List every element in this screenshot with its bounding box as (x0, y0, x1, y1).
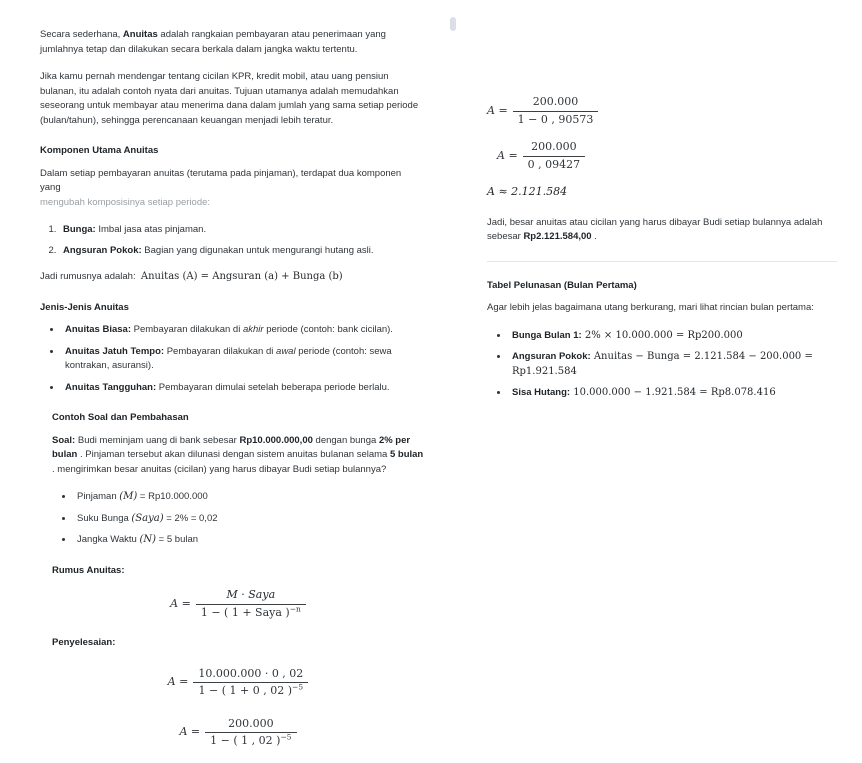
formula-rumus-anuitas (52, 588, 424, 620)
conclusion-paragraph (487, 216, 837, 245)
sisa-hutang-label: Sisa Hutang: (512, 387, 571, 398)
formula2-denominator (193, 682, 308, 699)
bullet-pinjaman (74, 490, 424, 505)
soal-paragraph (52, 434, 424, 478)
formula-sederhana (52, 717, 424, 749)
komponen-paragraph (40, 167, 424, 211)
formula1-fraction (196, 588, 306, 620)
bullet-suku-bunga (74, 512, 424, 527)
bunga-bulan-label: Bunga Bulan 1: (512, 329, 582, 341)
tangguhan-label: Anuitas Tangguhan: (65, 381, 157, 393)
formula3-fraction (205, 717, 296, 749)
bunga-text: Imbal jasa atas pinjaman. (95, 224, 207, 235)
variables-bullet-list (58, 490, 424, 548)
angsuran-pokok-math: Anuitas − Bunga = 2.121.584 − 200.000 = Rp1.921.584 (512, 351, 813, 377)
bullet-anuitas-tangguhan (62, 381, 424, 396)
formula1-den-text: 1 − ( 1 + Saya ) (200, 605, 290, 619)
pinjaman-value: = Rp10.000.000 (137, 491, 208, 502)
formula2-numerator: 10.000.000 · 0 , 02 (198, 666, 304, 680)
formula3-den-text: 1 − ( 1 , 02 ) (210, 734, 281, 747)
heading-rumus-anuitas: Rumus Anuitas: (52, 564, 125, 576)
formula-substitusi (52, 667, 424, 699)
suku-bunga-var: (Saya) (131, 512, 164, 524)
left-column (40, 28, 424, 763)
sisa-hutang-math: 10.000.000 − 1.921.584 = Rp8.078.416 (570, 387, 776, 398)
bullet-jangka-waktu (74, 533, 424, 548)
formula-result: A ≈ 2.121.584 (487, 185, 568, 198)
jatuh-tempo-label: Anuitas Jatuh Tempo: (65, 345, 165, 357)
intro-text-cont: adalah rangkaian pembayaran atau penerimaan yang jumlahnya tetap dan dilakukan secara berkala dalam jangka waktu tertentu. (40, 29, 386, 55)
rumus-inline-line (40, 270, 424, 285)
suku-bunga-value: = 2% = 0,02 (163, 512, 218, 524)
formula2-exponent: −5 (292, 682, 304, 692)
soal-text2: dengan bunga (312, 434, 379, 446)
formula1-denominator (196, 604, 306, 621)
bunga-bulan-math: 2% × 10.000.000 = Rp200.000 (581, 329, 743, 341)
formula5-numerator: 200.000 (531, 140, 577, 153)
intro-bold-anuitas: Anuitas (122, 29, 158, 40)
formula2-fraction (193, 667, 308, 699)
heading-jenis-jenis: Jenis-Jenis Anuitas (40, 301, 129, 313)
heading-contoh-soal: Contoh Soal dan Pembahasan (52, 412, 189, 423)
tabel-intro-paragraph: Agar lebih jelas bagaimana utang berkurang, mari lihat rincian bulan pertama: (487, 302, 814, 313)
bullet-anuitas-jatuh-tempo (62, 345, 424, 374)
list-item-bunga (59, 223, 424, 238)
formula5-fraction (523, 140, 585, 172)
soal-rate-bold: 2% per bulan (52, 434, 411, 460)
formula4-numerator: 200.000 (532, 95, 579, 108)
pelunasan-bullet-list (493, 329, 837, 401)
context-paragraph: Jika kamu pernah mendengar tentang cicilan KPR, kredit mobil, atau uang pensiun bulanan, itu adalah contoh nyata dari anuitas. Tujuan utamanya adalah memudahkan seseorang untuk membayar atau menerima dana dalam jumlah yang sama setiap periode (bulan/tahun), sehingga perencanaan keuangan menjadi lebih teratur. (40, 71, 419, 126)
list-item-angsuran-pokok (59, 244, 424, 259)
soal-label: Soal: (52, 434, 76, 446)
right-column (487, 95, 837, 413)
soal-amount-bold: Rp10.000.000,00 (239, 434, 313, 446)
suku-bunga-text: Suku Bunga (77, 512, 132, 524)
section-divider (487, 261, 837, 262)
soal-text1: Budi meminjam uang di bank sebesar (75, 434, 240, 446)
pinjaman-text: Pinjaman (77, 491, 120, 502)
formula1-numerator: M · Saya (226, 588, 276, 601)
formula4-denominator: 1 − 0 , 90573 (513, 111, 599, 128)
conclusion-text2: . (591, 231, 597, 242)
jangka-waktu-text: Jangka Waktu (77, 534, 140, 545)
anuitas-biasa-italic: akhir (242, 324, 264, 335)
komponen-line1: Dalam setiap pembayaran anuitas (terutama pada pinjaman), terdapat dua komponen yang (40, 167, 402, 193)
bullet-angsuran-pokok-calc (509, 350, 837, 379)
formula3-exponent: −5 (280, 732, 292, 742)
bullet-bunga-bulan-1 (509, 329, 837, 344)
bullet-anuitas-biasa (62, 323, 424, 338)
jangka-waktu-var: (N) (139, 534, 157, 545)
contoh-soal-section (52, 411, 424, 749)
soal-text4: . mengirimkan besar anuitas (cicilan) yang harus dibayar Budi setiap bulannya? (52, 463, 387, 475)
formula1-lhs: A = (170, 596, 191, 610)
formula3-denominator (205, 732, 296, 749)
scrollbar-thumb[interactable] (450, 17, 456, 31)
jangka-waktu-value: = 5 bulan (156, 534, 199, 545)
komponen-numbered-list (42, 223, 424, 258)
soal-duration-bold: 5 bulan (389, 449, 424, 460)
formula3-numerator: 200.000 (228, 716, 274, 730)
heading-penyelesaian: Penyelesaian: (52, 637, 116, 648)
heading-tabel-pelunasan: Tabel Pelunasan (Bulan Pertama) (487, 279, 637, 291)
tangguhan-text: Pembayaran dimulai setelah beberapa periode berlalu. (156, 381, 390, 393)
formula-step2 (497, 140, 837, 172)
formula-step1 (487, 95, 837, 127)
conclusion-text: Jadi, besar anuitas atau cicilan yang harus dibayar Budi setiap bulannya adalah sebesar (487, 216, 823, 242)
conclusion-amount-bold: Rp2.121.584,00 (523, 231, 592, 242)
anuitas-biasa-text2: periode (contoh: bank cicilan). (263, 324, 393, 335)
jatuh-tempo-text2: periode (contoh: sewa kontrakan, asuransi). (65, 345, 392, 371)
pinjaman-var: (M) (119, 491, 138, 502)
jatuh-tempo-italic: awal (276, 345, 296, 357)
angsuran-text: Bagian yang digunakan untuk mengurangi hutang asli. (141, 244, 374, 256)
formula4-lhs: A = (487, 103, 508, 117)
anuitas-biasa-text: Pembayaran dilakukan di (131, 324, 243, 335)
bunga-label: Bunga: (63, 224, 96, 235)
bullet-sisa-hutang (509, 386, 837, 401)
intro-paragraph (40, 28, 424, 57)
angsuran-pokok-label: Angsuran Pokok: (512, 351, 591, 362)
rumus-line-text: Jadi rumusnya adalah: (40, 271, 136, 282)
formula2-den-text: 1 − ( 1 + 0 , 02 ) (198, 684, 293, 697)
jenis-bullet-list (46, 323, 424, 395)
rumus-inline-formula: Anuitas (A) = Angsuran (a) + Bunga (b) (140, 271, 343, 282)
formula1-exponent: −n (289, 603, 301, 613)
formula5-denominator: 0 , 09427 (523, 156, 585, 173)
formula4-fraction (513, 95, 599, 127)
heading-komponen-utama: Komponen Utama Anuitas (40, 145, 159, 156)
formula2-lhs: A = (167, 675, 189, 689)
intro-text: Secara sederhana, (40, 29, 123, 40)
anuitas-biasa-label: Anuitas Biasa: (65, 324, 131, 335)
jatuh-tempo-text: Pembayaran dilakukan di (164, 345, 277, 357)
komponen-line2-muted: mengubah komposisinya setiap periode: (40, 196, 211, 208)
formula5-lhs: A = (497, 148, 518, 162)
formula3-lhs: A = (179, 725, 201, 739)
angsuran-label: Angsuran Pokok: (63, 244, 142, 256)
soal-text3: . Pinjaman tersebut akan dilunasi dengan sistem anuitas bulanan selama (77, 449, 390, 460)
